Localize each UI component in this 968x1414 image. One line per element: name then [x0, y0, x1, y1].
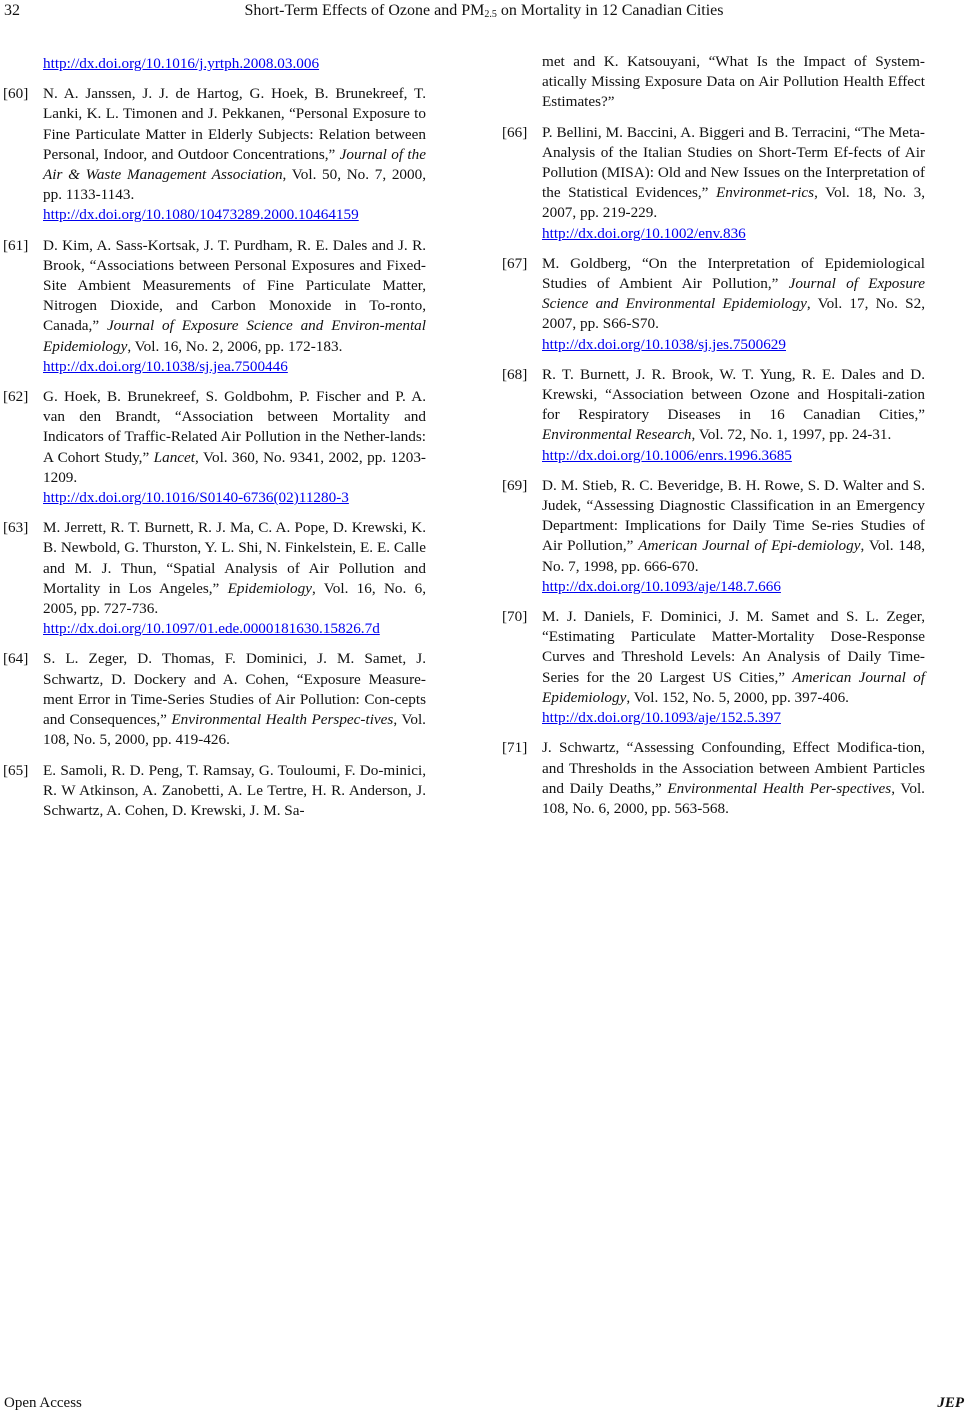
reference-number: [65] [3, 761, 29, 779]
reference-entry [502, 738, 925, 819]
reference-number: [64] [3, 650, 29, 668]
reference-text: N. A. Janssen, J. J. de Hartog, G. Hoek, B. Brunekreef, T. Lanki, K. L. Timonen and J. Pekkanen, “Personal Exposure to Fine Particulate Matter in Elderly Subjects: Relation between Personal, Indoor, and Outdoor Concentrations,” [43, 85, 426, 163]
reference-entry [3, 84, 426, 225]
reference-number: [71] [502, 739, 528, 757]
reference-number: [60] [3, 85, 29, 103]
continued-reference [502, 52, 925, 113]
reference-number: [68] [502, 365, 528, 383]
reference-details: , Vol. 17, No. S2, 2007, pp. S66-S70. [542, 295, 925, 333]
reference-entry [3, 761, 426, 822]
doi-link[interactable]: http://dx.doi.org/10.1016/S0140-6736(02)11280-3 [43, 489, 349, 507]
doi-link[interactable]: http://dx.doi.org/10.1006/enrs.1996.3685 [542, 446, 792, 464]
reference-list-right [502, 123, 925, 820]
continued-reference [3, 54, 426, 74]
journal-name: Epidemiology [227, 579, 312, 597]
journal-name: Journal of the Air & Waste Management Association [43, 145, 426, 184]
reference-text: M. Jerrett, R. T. Burnett, R. J. Ma, C. A. Pope, D. Krewski, K. B. Newbold, G. Thurston, Y. L. Shi, N. Finkelstein, E. E. Calle and M. J. Thun, “Spatial Analysis of Air Pollution and Mortality in Los Angeles,” [43, 519, 426, 597]
doi-link[interactable]: http://dx.doi.org/10.1038/sj.jea.7500446 [43, 357, 288, 375]
reference-details: , Vol. 148, No. 7, 1998, pp. 666-670. [542, 537, 925, 575]
reference-text: M. Goldberg, “On the Interpretation of Epidemiological Studies of Ambient Air Pollution,” [542, 254, 925, 293]
reference-number: [66] [502, 123, 528, 141]
journal-name: Environmental Health Per-spectives [667, 779, 892, 797]
journal-name: Lancet [153, 448, 196, 466]
journal-name: Journal of Exposure Science and Environ-mental Epidemiology [43, 317, 426, 355]
journal-name: Environmental Research [542, 426, 692, 444]
continued-reference-text: met and K. Katsouyani, “What Is the Impact of System-atically Missing Exposure Data on Air Pollution Health Effect Estimates?” [542, 53, 925, 111]
reference-entry [3, 518, 426, 639]
reference-details: , Vol. 152, No. 5, 2000, pp. 397-406. [626, 688, 849, 706]
journal-name: Environmental Health Perspec-tives [171, 711, 394, 729]
reference-entry [3, 649, 426, 750]
journal-name: American Journal of Epi-demiology [638, 537, 861, 555]
reference-entry [502, 365, 925, 466]
journal-name: Environmet-rics [715, 184, 815, 202]
running-title-subscript: 2.5 [484, 9, 497, 20]
reference-entry [502, 476, 925, 597]
reference-details: , Vol. 360, No. 9341, 2002, pp. 1203-1209. [43, 448, 426, 486]
reference-details: , Vol. 108, No. 6, 2000, pp. 563-568. [542, 779, 925, 817]
reference-entry [3, 236, 426, 377]
reference-number: [67] [502, 254, 528, 272]
reference-entry [502, 607, 925, 728]
open-access-label: Open Access [4, 1395, 82, 1411]
running-title [0, 0, 968, 22]
reference-text: P. Bellini, M. Baccini, A. Biggeri and B. Terracini, “The Meta-Analysis of the Italian Studies on Short-Term Ef-fects of Air Pollution (MISA): Old and New Issues on the Interpretation of the Statistical Evidences,” [542, 123, 925, 202]
doi-link[interactable]: http://dx.doi.org/10.1097/01.ede.0000181630.15826.7d [43, 620, 380, 638]
doi-link[interactable]: http://dx.doi.org/10.1038/sj.jes.7500629 [542, 335, 786, 353]
reference-text: R. T. Burnett, J. R. Brook, W. T. Yung, R. E. Dales and D. Krewski, “Association between Ozone and Hospitali-zation for Respiratory Diseases in 16 Canadian Cities,” [542, 365, 925, 424]
journal-abbrev: JEP [937, 1395, 964, 1411]
reference-details: , Vol. 16, No. 2, 2006, pp. 172-183. [127, 337, 343, 355]
reference-entry [502, 123, 925, 244]
doi-link[interactable]: http://dx.doi.org/10.1002/env.836 [542, 224, 746, 242]
running-title-text-end: on Mortality in 12 Canadian Cities [496, 2, 724, 19]
doi-link[interactable]: http://dx.doi.org/10.1016/j.yrtph.2008.03.006 [43, 55, 320, 72]
reference-text: E. Samoli, R. D. Peng, T. Ramsay, G. Touloumi, F. Do-minici, R. W Atkinson, A. Zanobetti, A. Le Tertre, H. R. Anderson, J. Schwartz, A. Cohen, D. Krewski, J. M. Sa- [43, 761, 426, 819]
reference-list-left [3, 84, 426, 821]
reference-details: , Vol. 18, No. 3, 2007, pp. 219-229. [542, 184, 925, 222]
reference-text: S. L. Zeger, D. Thomas, F. Dominici, J. M. Samet, J. Schwartz, D. Dockery and A. Cohen, “Exposure Measure-ment Error in Time-Series Studies of Air Pollution: Con-cepts and Consequences,” [43, 650, 426, 729]
reference-number: [63] [3, 519, 29, 537]
doi-link[interactable]: http://dx.doi.org/10.1093/aje/152.5.397 [542, 709, 781, 727]
doi-link[interactable]: http://dx.doi.org/10.1093/aje/148.7.666 [542, 577, 781, 595]
journal-name: Journal of Exposure Science and Environmental Epidemiology [542, 275, 925, 313]
reference-details: , Vol. 108, No. 5, 2000, pp. 419-426. [43, 711, 426, 749]
reference-text: G. Hoek, B. Brunekreef, S. Goldbohm, P. Fischer and P. A. van den Brandt, “Association between Mortality and Indicators of Traffic-Related Air Pollution in the Nether-lands: A Cohort Study,” [43, 388, 426, 466]
reference-number: [62] [3, 388, 29, 406]
right-column [502, 52, 925, 829]
reference-details: , Vol. 50, No. 7, 2000, pp. 1133-1143. [43, 166, 426, 204]
running-title-text: Short-Term Effects of Ozone and PM [244, 2, 485, 19]
reference-text: D. M. Stieb, R. C. Beveridge, B. H. Rowe, S. D. Walter and S. Judek, “Assessing Diagnostic Classification in an Emergency Department: Implications for Daily Time Se-ries Studies of Air Pollution,” [542, 476, 925, 555]
reference-entry [3, 387, 426, 508]
reference-text: J. Schwartz, “Assessing Confounding, Effect Modifica-tion, and Thresholds in the Association between Ambient Particles and Daily Deaths,” [542, 739, 925, 797]
reference-number: [70] [502, 608, 528, 626]
left-column [3, 54, 426, 831]
reference-number: [69] [502, 476, 528, 494]
reference-number: [61] [3, 236, 29, 254]
reference-details: , Vol. 72, No. 1, 1997, pp. 24-31. [691, 426, 892, 444]
reference-entry [502, 254, 925, 355]
page-number: 32 [4, 2, 20, 19]
journal-name: American Journal of Epidemiology [542, 668, 925, 706]
running-header [0, 0, 968, 22]
reference-text: M. J. Daniels, F. Dominici, J. M. Samet and S. L. Zeger, “Estimating Particulate Matter-Mortality Dose-Response Curves and Threshold Levels: An Analysis of Daily Time-Series for the 20 Largest US Cities,” [542, 608, 925, 686]
doi-link[interactable]: http://dx.doi.org/10.1080/10473289.2000.10464159 [43, 206, 359, 224]
reference-details: , Vol. 16, No. 6, 2005, pp. 727-736. [43, 579, 426, 618]
page-footer [0, 1392, 968, 1414]
reference-text: D. Kim, A. Sass-Kortsak, J. T. Purdham, R. E. Dales and J. R. Brook, “Associations between Personal Exposures and Fixed-Site Ambient Measurements of Fine Particulate Matter, Nitrogen Dioxide, and Carbon Monoxide in To-ronto, Canada,” [43, 236, 426, 335]
